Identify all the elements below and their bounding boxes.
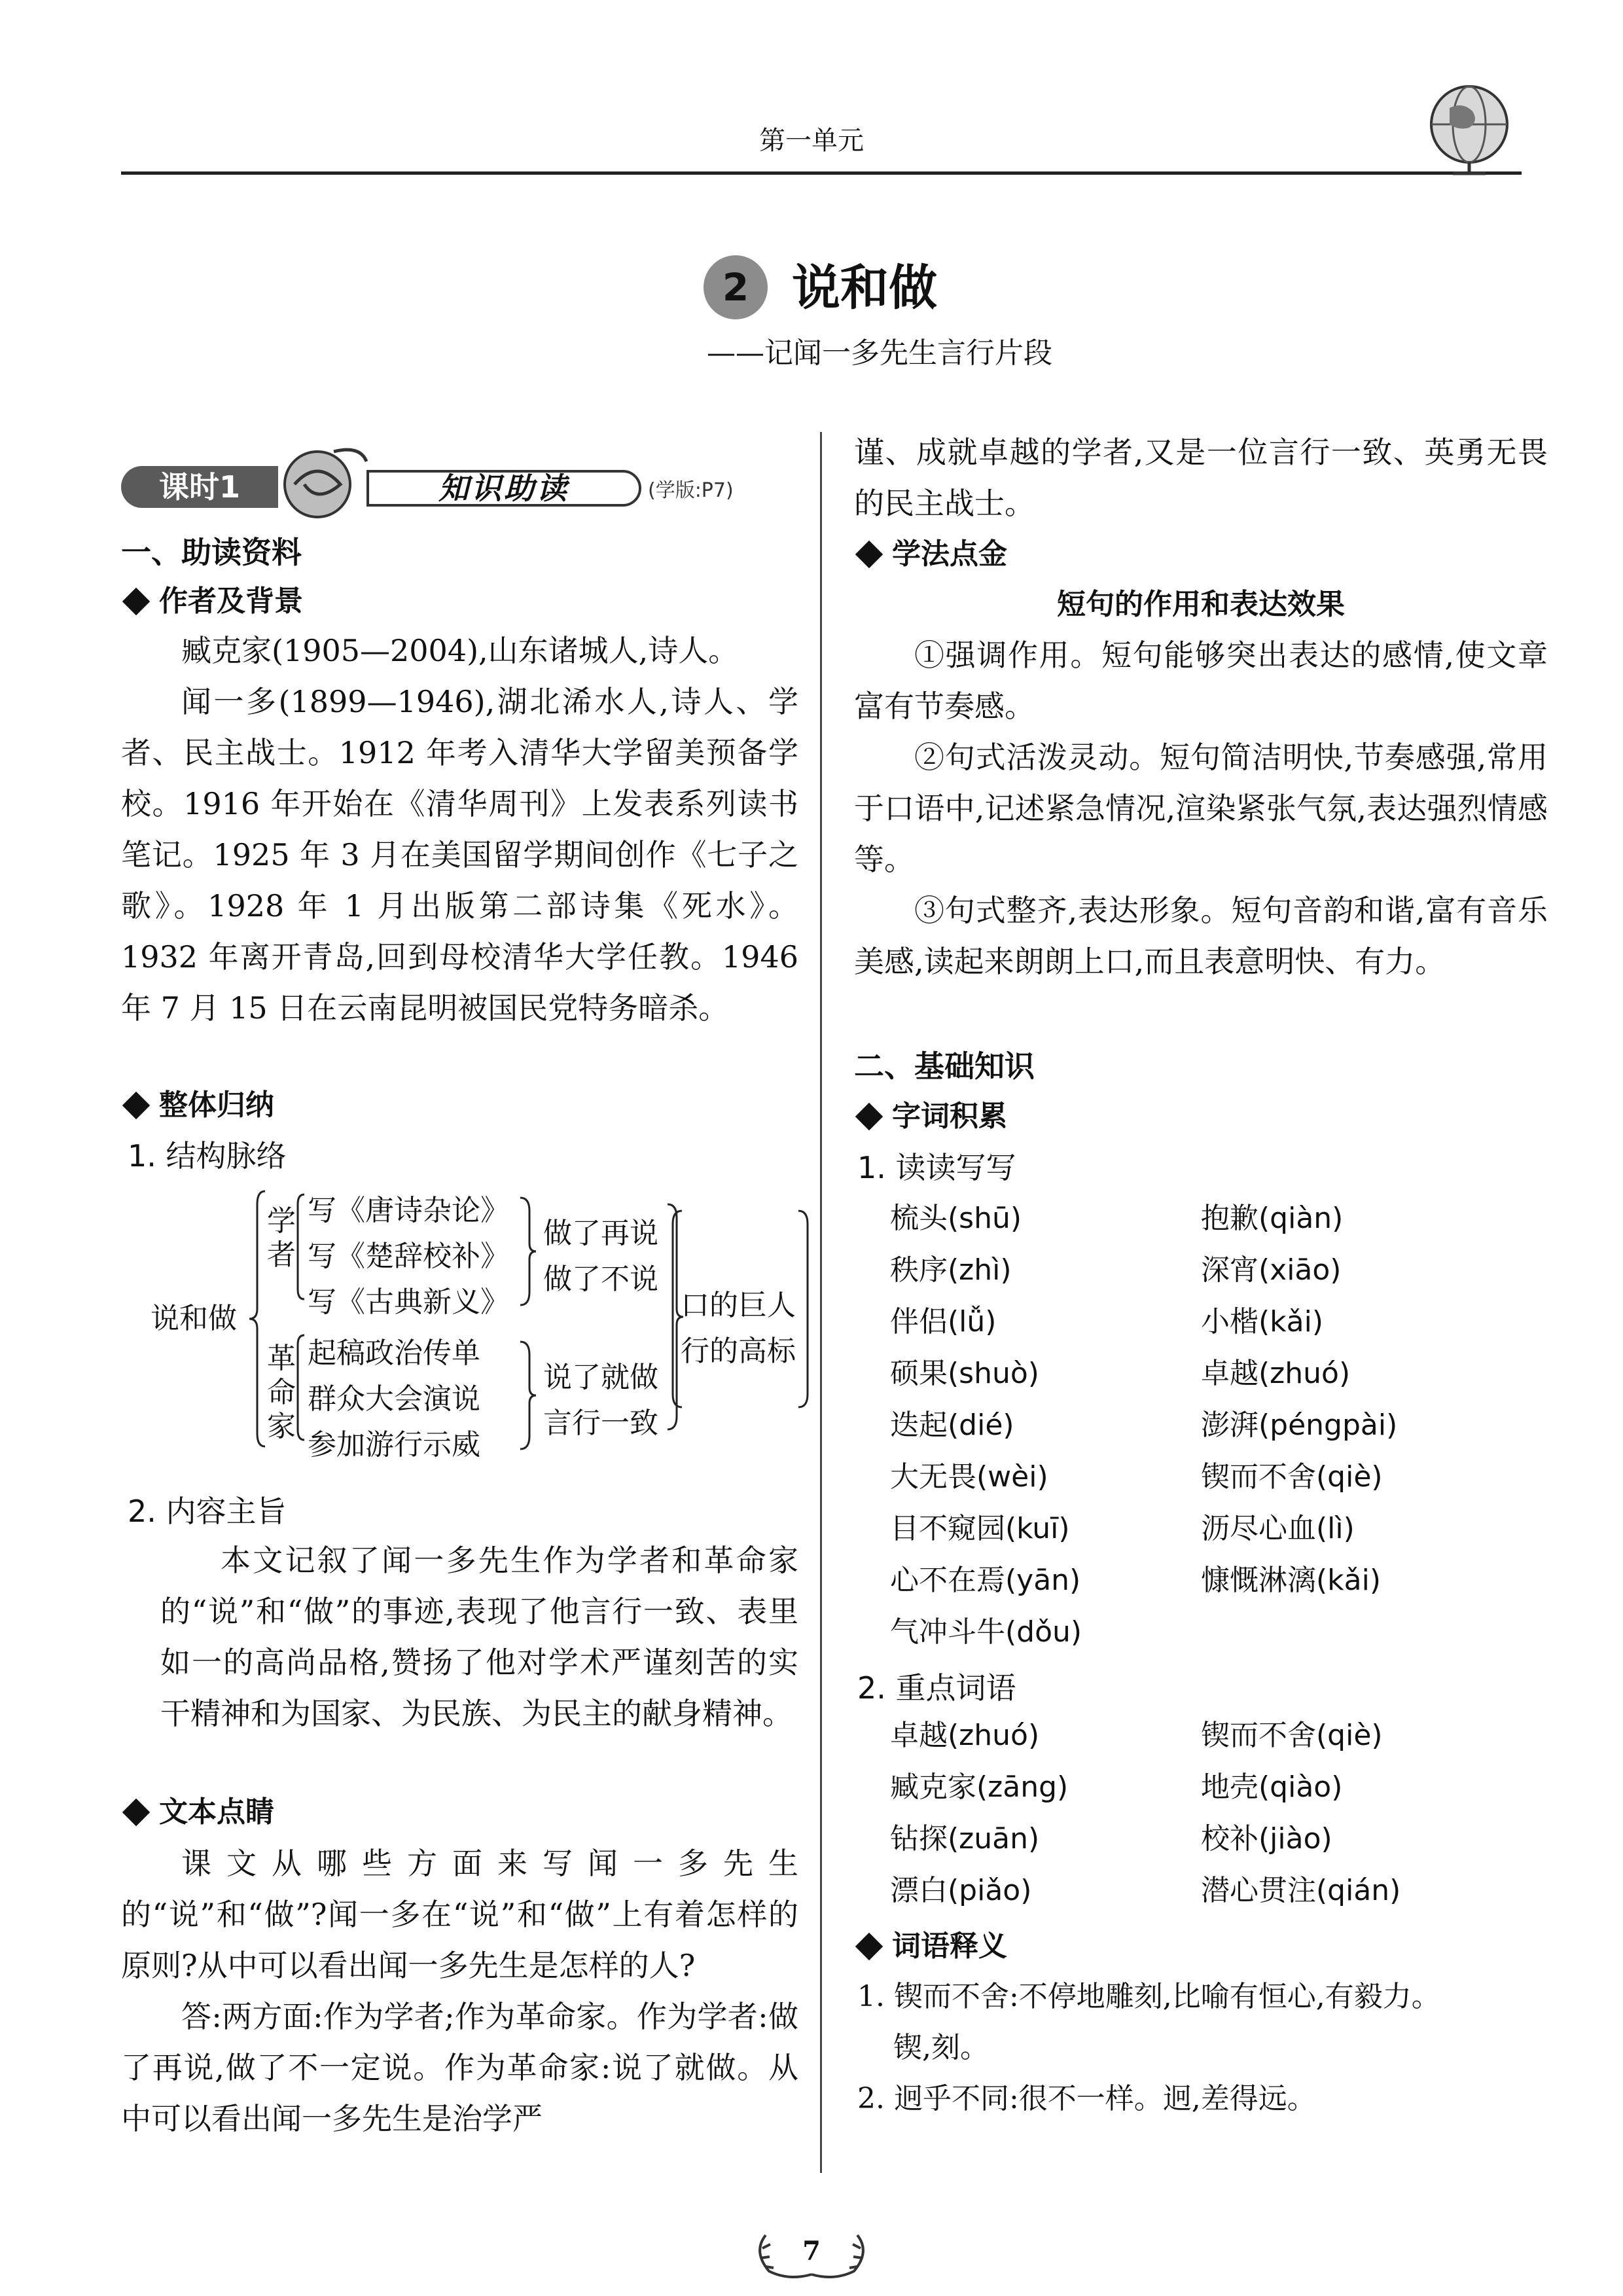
vocab-item: 抱歉(qiàn) xyxy=(1201,1202,1344,1235)
diamond-bullet-icon xyxy=(855,1103,883,1130)
vocab-item: 心不在焉(yān) xyxy=(890,1564,1081,1597)
read-write-heading: 1. 读读写写 xyxy=(857,1150,1016,1185)
vocab-item: 小楷(kǎi) xyxy=(1201,1305,1323,1338)
paragraph-method-1: ①强调作用。短句能够突出表达的感情,使文章富有节奏感。 xyxy=(854,637,1548,724)
vocab-item: 目不窥园(kuī) xyxy=(890,1512,1070,1545)
structure-diagram xyxy=(144,1185,812,1460)
vocab-item: 卓越(zhuó) xyxy=(1201,1357,1351,1390)
key-word-item: 卓越(zhuó) xyxy=(890,1719,1040,1752)
paragraph-method-2: ②句式活泼灵动。短句简洁明快,节奏感强,常用于口语中,记述紧急情况,渲染紧张气氛,表达强烈情感等。 xyxy=(854,740,1548,877)
diagram-scholar-item: 写《古典新义》 xyxy=(308,1285,509,1319)
key-word-item: 锲而不舍(qiè) xyxy=(1201,1719,1383,1752)
subheading-method xyxy=(854,529,1007,580)
swirl-emblem-icon xyxy=(272,435,370,520)
diamond-bullet-icon xyxy=(122,1799,150,1826)
heading-basic-knowledge: 二、基础知识 xyxy=(854,1049,1035,1084)
subheading-words-label: 字词积累 xyxy=(892,1100,1007,1133)
subheading-definitions-label: 词语释义 xyxy=(892,1929,1007,1963)
definition-2: 2. 迥乎不同:很不一样。迥,差得远。 xyxy=(857,2082,1316,2115)
diagram-scholar: 学者 xyxy=(267,1204,296,1272)
paragraph-wen: 闻一多(1899—1946),湖北浠水人,诗人、学者、民主战士。1912 年考入清华大学留美预备学校。1916 年开始在《清华周刊》上发表系列读书笔记。1925 年 3 月在美国留学期间创作《七子之歌》。1928 年 1 月出版第二部诗集《死水》。1932 年离开青岛,回到母校清华大学任教。1946 年 7 月 15 日在云南昆明被国民党特务暗杀。 xyxy=(121,684,798,1026)
subheading-text-label: 文本点睛 xyxy=(159,1795,274,1829)
student-edition-ref: (学版:P7) xyxy=(648,479,734,502)
diagram-conclusion: 行的高标 xyxy=(681,1335,796,1368)
globe-icon xyxy=(1423,79,1522,177)
vocab-item: 慷慨淋漓(kǎi) xyxy=(1201,1564,1381,1597)
session-label: 课时1 xyxy=(121,466,278,508)
paragraph-method-3: ③句式整齐,表达形象。短句音韵和谐,富有音乐美感,读起来朗朗上口,而且表意明快、有力。 xyxy=(854,893,1548,979)
lesson-subtitle: ——记闻一多先生言行片段 xyxy=(707,336,1052,370)
diamond-bullet-icon xyxy=(855,541,883,568)
diamond-bullet-icon xyxy=(855,1933,883,1960)
paragraph-answer: 答:两方面:作为学者;作为革命家。作为学者:做了再说,做了不一定说。作为革命家:说了就做。从中可以看出闻一多先生是治学严 xyxy=(121,1999,798,2136)
diagram-scholar-item: 写《唐诗杂论》 xyxy=(308,1194,509,1227)
diagram-revolutionary-item: 群众大会演说 xyxy=(308,1382,480,1416)
diagram-revolutionary-result: 说了就做 xyxy=(543,1361,658,1394)
paragraph-content: 本文记叙了闻一多先生作为学者和革命家的“说”和“做”的事迹,表现了他言行一致、表里如一的高尚品格,赞扬了他对学术严谨刻苦的实干精神和为国家、为民族、为民主的献身精神。 xyxy=(160,1543,798,1731)
section-label: 知识助读 xyxy=(366,470,641,507)
vocab-item: 沥尽心血(lì) xyxy=(1201,1512,1355,1545)
diagram-scholar-result: 做了不说 xyxy=(543,1263,658,1296)
diagram-revolutionary-item: 参加游行示威 xyxy=(308,1428,480,1462)
key-word-item: 地壳(qiào) xyxy=(1201,1770,1343,1804)
subheading-author-label: 作者及背景 xyxy=(159,584,303,618)
diamond-bullet-icon xyxy=(122,588,150,615)
diagram-revolutionary-item: 起稿政治传单 xyxy=(308,1336,480,1370)
vocab-item: 深宵(xiāo) xyxy=(1201,1253,1342,1287)
column-divider xyxy=(820,432,822,2173)
diagram-revolutionary-result: 言行一致 xyxy=(543,1407,658,1440)
diagram-revolutionary: 革命家 xyxy=(267,1342,296,1443)
key-word-item: 校补(jiào) xyxy=(1201,1822,1332,1856)
key-word-item: 钻探(zuān) xyxy=(890,1822,1040,1856)
key-word-item: 漂白(piǎo) xyxy=(890,1874,1032,1907)
subheading-words xyxy=(854,1091,1007,1142)
definition-1-note: 锲,刻。 xyxy=(893,2031,989,2064)
subheading-overall-label: 整体归纳 xyxy=(159,1088,274,1122)
paragraph-question: 课文从哪些方面来写闻一多先生的“说”和“做”?闻一多在“说”和“做”上有着怎样的原则?从中可以看出闻一多先生是怎样的人? xyxy=(121,1846,798,1983)
vocab-item: 锲而不舍(qiè) xyxy=(1201,1460,1383,1494)
vocab-item: 澎湃(péngpài) xyxy=(1201,1408,1398,1442)
definition-1: 1. 锲而不舍:不停地雕刻,比喻有恒心,有毅力。 xyxy=(857,1980,1440,2013)
structure-heading: 1. 结构脉络 xyxy=(128,1138,287,1174)
vocab-item: 气冲斗牛(dǒu) xyxy=(890,1615,1082,1649)
vocab-item: 硕果(shuò) xyxy=(890,1357,1039,1390)
lesson-title: 说和做 xyxy=(792,260,937,316)
subheading-definitions xyxy=(854,1921,1007,1972)
subheading-author xyxy=(121,576,303,627)
method-title: 短句的作用和表达效果 xyxy=(1057,588,1345,621)
diagram-conclusion: 口的巨人 xyxy=(681,1289,796,1322)
diagram-root: 说和做 xyxy=(151,1302,237,1335)
vocab-item: 梳头(shū) xyxy=(890,1202,1022,1235)
lesson-number-badge: 2 xyxy=(704,255,768,319)
heading-reading-materials: 一、助读资料 xyxy=(121,535,302,570)
key-word-item: 潜心贯注(qián) xyxy=(1201,1874,1401,1907)
vocab-item: 迭起(dié) xyxy=(890,1408,1014,1442)
paragraph-zang: 臧克家(1905—2004),山东诸城人,诗人。 xyxy=(181,633,739,668)
diamond-bullet-icon xyxy=(122,1092,150,1119)
diagram-scholar-item: 写《楚辞校补》 xyxy=(308,1240,509,1273)
page-number: 7 xyxy=(802,2236,821,2267)
unit-title: 第一单元 xyxy=(759,126,864,156)
subheading-text xyxy=(121,1787,274,1838)
subheading-overall xyxy=(121,1080,274,1131)
vocab-item: 大无畏(wèi) xyxy=(890,1460,1048,1494)
header-rule xyxy=(121,171,1522,175)
content-heading: 2. 内容主旨 xyxy=(128,1494,287,1529)
vocab-item: 秩序(zhì) xyxy=(890,1253,1012,1287)
key-words-heading: 2. 重点词语 xyxy=(857,1670,1016,1706)
vocab-item: 伴侣(lǚ) xyxy=(890,1305,997,1338)
subheading-method-label: 学法点金 xyxy=(892,537,1007,571)
key-word-item: 臧克家(zāng) xyxy=(890,1770,1069,1804)
diagram-scholar-result: 做了再说 xyxy=(543,1217,658,1250)
paragraph-continue: 谨、成就卓越的学者,又是一位言行一致、英勇无畏的民主战士。 xyxy=(854,435,1548,521)
